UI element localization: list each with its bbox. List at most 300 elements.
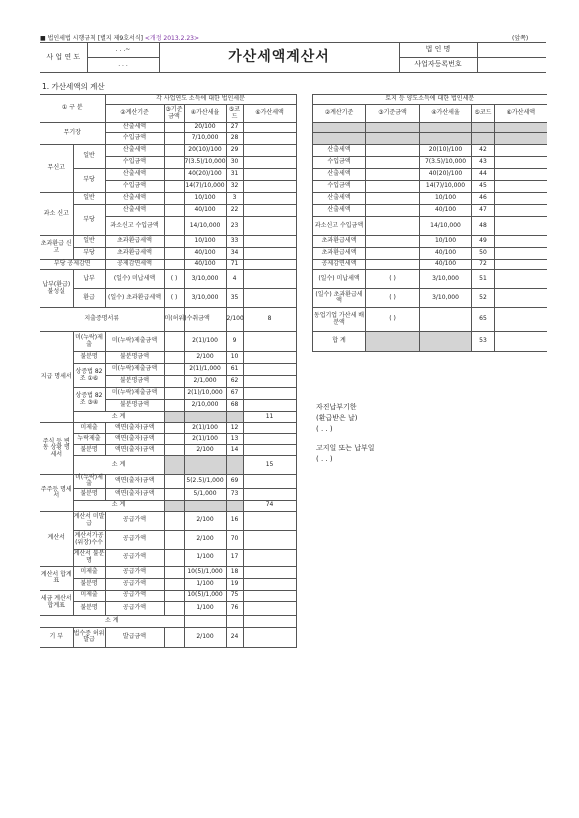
subcategory-cell: 불분명 <box>73 445 105 456</box>
penalty-amount-cell[interactable] <box>495 332 547 352</box>
rate-cell <box>226 412 243 423</box>
basis-cell <box>164 456 184 475</box>
code-cell: 4 <box>226 270 243 289</box>
r-col-header-code: ⑤코드 <box>472 105 495 123</box>
table-row <box>313 236 547 248</box>
table-row <box>313 270 547 289</box>
penalty-amount-cell[interactable] <box>243 445 296 456</box>
basis-cell: 불분명금액 <box>105 352 164 364</box>
subcategory-cell: 누락제출 <box>73 434 105 445</box>
table-row <box>313 217 547 236</box>
gray-cell <box>313 123 366 133</box>
base-amount-cell[interactable]: ( ) <box>366 308 420 332</box>
basis-cell: 수입금액 <box>313 157 366 169</box>
basis-cell: 산출세액 <box>313 205 366 217</box>
base-amount-cell[interactable] <box>164 400 184 412</box>
base-amount-cell[interactable] <box>164 248 184 260</box>
penalty-amount-cell[interactable] <box>243 601 296 615</box>
code-cell: 53 <box>472 332 495 352</box>
code-cell: 33 <box>226 236 243 248</box>
table-row <box>313 248 547 260</box>
table-row <box>40 488 296 500</box>
subcategory-cell: 소 계 <box>73 500 164 511</box>
r-col-header-penalty: ⑥가산세액 <box>495 105 547 123</box>
penalty-amount-cell[interactable] <box>243 488 296 500</box>
base-amount-cell <box>366 332 420 352</box>
penalty-amount-cell[interactable] <box>243 193 296 205</box>
table-row <box>313 123 547 133</box>
base-amount-cell[interactable] <box>164 511 184 530</box>
rate-cell: 10/100 <box>184 236 226 248</box>
note1-sub: (환급받은 날) <box>316 414 358 422</box>
rate-cell <box>420 332 472 352</box>
penalty-amount-cell[interactable] <box>243 270 296 289</box>
base-amount-cell[interactable] <box>164 601 184 615</box>
base-amount-cell[interactable] <box>366 169 420 181</box>
basis-cell: 산출세액 <box>105 145 164 157</box>
table-row <box>40 236 296 248</box>
base-amount-cell[interactable]: ( ) <box>164 270 184 289</box>
note1-date[interactable]: ( . . ) <box>316 425 333 433</box>
subcategory-cell: 계산서 미발급 <box>73 511 105 530</box>
penalty-amount-cell[interactable] <box>243 145 296 157</box>
rate-cell: 40/100 <box>184 260 226 270</box>
table-row <box>40 388 296 400</box>
header-table <box>40 42 546 73</box>
rate-cell: 2(1)/1,000 <box>184 364 226 376</box>
penalty-amount-cell[interactable] <box>243 475 296 489</box>
category-cell: 기 부 <box>40 627 73 647</box>
base-amount-cell[interactable] <box>366 145 420 157</box>
base-amount-cell[interactable] <box>164 549 184 566</box>
biz-no-label: 사업자등록번호 <box>399 58 477 73</box>
rate-cell: 5/1,000 <box>184 488 226 500</box>
table-row <box>40 566 296 578</box>
rate-cell: 40/100 <box>420 260 472 270</box>
code-cell: 71 <box>226 260 243 270</box>
table-row <box>313 181 547 193</box>
rate-cell: 2/100 <box>184 627 226 647</box>
col-header-base-amount: ③기준금액 <box>164 105 184 123</box>
basis-cell: (일수) 초과환급세액 <box>105 289 164 308</box>
basis-cell: 산출세액 <box>313 169 366 181</box>
code-cell: 44 <box>472 169 495 181</box>
base-amount-cell[interactable] <box>164 236 184 248</box>
penalty-amount-cell[interactable] <box>243 376 296 388</box>
table-row <box>40 511 296 530</box>
code-cell: 11 <box>243 412 296 423</box>
section-title: 1. 가산세액의 계산 <box>42 82 105 91</box>
penalty-amount-cell[interactable] <box>243 511 296 530</box>
subcategory-cell: 일반 <box>73 236 105 248</box>
penalty-amount-cell[interactable] <box>495 169 547 181</box>
rate-cell: 2/1,000 <box>184 376 226 388</box>
penalty-amount-cell[interactable] <box>243 434 296 445</box>
code-cell: 19 <box>226 578 243 590</box>
penalty-amount-cell[interactable] <box>243 627 296 647</box>
rate-cell: 3/10,000 <box>184 270 226 289</box>
base-amount-cell[interactable] <box>366 193 420 205</box>
subcategory-cell: 상증법 82조 ①⑥ <box>73 364 105 388</box>
base-amount-cell[interactable] <box>366 248 420 260</box>
code-cell: 75 <box>226 590 243 601</box>
penalty-amount-cell[interactable] <box>243 332 296 352</box>
penalty-amount-cell[interactable] <box>243 388 296 400</box>
code-cell: 13 <box>226 434 243 445</box>
base-amount-cell[interactable] <box>164 475 184 489</box>
basis-cell: 액면(출자)금액 <box>105 488 164 500</box>
penalty-amount-cell[interactable] <box>243 590 296 601</box>
penalty-amount-cell[interactable] <box>243 181 296 193</box>
basis-cell: 산출세액 <box>105 193 164 205</box>
table-row <box>40 270 296 289</box>
penalty-amount-cell[interactable] <box>243 169 296 181</box>
code-cell: 31 <box>226 169 243 181</box>
basis-cell: 수입금액 <box>105 157 164 169</box>
rate-cell: 40(20)/100 <box>184 169 226 181</box>
subcategory-cell: 일반 <box>73 193 105 205</box>
base-amount-cell[interactable] <box>366 217 420 236</box>
basis-cell: 공급가액 <box>105 590 164 601</box>
subcategory-cell: 미제출 <box>73 566 105 578</box>
basis-cell: 수입금액 <box>313 181 366 193</box>
rate-cell: 20(10)/100 <box>184 145 226 157</box>
left-group-header: 각 사업연도 소득에 대한 법인세분 <box>105 95 296 105</box>
subcategory-cell: 불분명 <box>73 352 105 364</box>
base-amount-cell[interactable] <box>164 434 184 445</box>
rate-cell: 20(10)/100 <box>420 145 472 157</box>
rate-cell: 2(1)/100 <box>184 332 226 352</box>
rate-cell: 40/100 <box>184 248 226 260</box>
code-cell: 29 <box>226 145 243 157</box>
table-row <box>40 193 296 205</box>
rate-cell: 14/10,000 <box>420 217 472 236</box>
table-row <box>40 578 296 590</box>
code-cell: 8 <box>243 308 296 332</box>
penalty-amount-cell[interactable] <box>243 205 296 217</box>
subcategory-cell: 소 계 <box>73 456 164 475</box>
basis-cell: 초과환급세액 <box>105 248 164 260</box>
basis-cell: 공급가액 <box>105 530 164 549</box>
table-row <box>40 205 296 217</box>
subcategory-cell: 불분명 <box>73 578 105 590</box>
code-cell: 46 <box>472 193 495 205</box>
base-amount-cell[interactable] <box>164 376 184 388</box>
penalty-amount-cell[interactable] <box>495 193 547 205</box>
code-cell: 51 <box>472 270 495 289</box>
basis-cell: 미(누락)제출금액 <box>105 364 164 376</box>
basis-cell: 미(누락)제출금액 <box>105 388 164 400</box>
base-amount-cell[interactable] <box>226 615 243 627</box>
code-cell: 35 <box>226 289 243 308</box>
code-cell: 62 <box>226 376 243 388</box>
rate-cell <box>226 456 243 475</box>
period-from[interactable]: . . .~ <box>87 43 159 58</box>
note2-date[interactable]: ( . . ) <box>316 455 333 463</box>
table-row <box>313 332 547 352</box>
penalty-amount-cell[interactable] <box>243 248 296 260</box>
subcategory-cell: 미(누락)제출 <box>73 332 105 352</box>
penalty-amount-cell[interactable] <box>243 530 296 549</box>
code-cell: 72 <box>472 260 495 270</box>
code-cell: 42 <box>472 145 495 157</box>
base-amount-cell[interactable] <box>164 133 184 145</box>
penalty-amount-cell[interactable] <box>495 270 547 289</box>
category-cell: 초과환급 신고 <box>40 236 73 260</box>
penalty-amount-cell[interactable] <box>495 217 547 236</box>
base-amount-cell[interactable] <box>164 530 184 549</box>
table-row <box>313 260 547 270</box>
table-row <box>40 615 296 627</box>
penalty-amount-cell[interactable] <box>495 157 547 169</box>
subcategory-cell: 불분명 <box>73 601 105 615</box>
code-cell: 70 <box>226 530 243 549</box>
rate-cell: 7(3.5)/10,000 <box>420 157 472 169</box>
penalty-amount-cell[interactable] <box>243 123 296 133</box>
penalty-amount-cell[interactable] <box>243 260 296 270</box>
category-cell: 과소 신고 <box>40 193 73 236</box>
col-header-code: ⑤코드 <box>226 105 243 123</box>
penalty-amount-cell[interactable] <box>243 549 296 566</box>
table-row <box>40 601 296 615</box>
rate-cell: 14(7)/10,000 <box>184 181 226 193</box>
penalty-amount-cell[interactable] <box>243 400 296 412</box>
base-amount-cell[interactable] <box>164 260 184 270</box>
basis-cell: 산출세액 <box>105 169 164 181</box>
base-amount-cell[interactable] <box>164 169 184 181</box>
penalty-amount-cell[interactable] <box>495 260 547 270</box>
rate-cell: 1/100 <box>184 549 226 566</box>
code-cell: 24 <box>226 627 243 647</box>
base-amount-cell[interactable] <box>164 423 184 434</box>
penalty-amount-cell[interactable] <box>495 236 547 248</box>
penalty-amount-cell[interactable] <box>243 423 296 434</box>
base-amount-cell[interactable]: ( ) <box>366 289 420 308</box>
code-cell: 68 <box>226 400 243 412</box>
subcategory-cell: 계산서가공 (위장)수수 <box>73 530 105 549</box>
base-amount-cell[interactable] <box>164 566 184 578</box>
category-cell: 세금 계산서 합계표 <box>40 590 73 615</box>
base-amount-cell[interactable] <box>164 445 184 456</box>
gray-cell <box>366 123 420 133</box>
code-cell: 30 <box>226 157 243 169</box>
base-amount-cell[interactable] <box>366 236 420 248</box>
table-row <box>313 133 547 145</box>
base-amount-cell[interactable] <box>164 578 184 590</box>
basis-cell: 불분명금액 <box>105 376 164 388</box>
col-header-category: ① 구 분 <box>40 95 105 123</box>
r-col-header-basis: ②계산기준 <box>313 105 366 123</box>
basis-cell: 미(허위)수취금액 <box>164 308 184 332</box>
base-amount-cell[interactable] <box>366 260 420 270</box>
category-cell: 소 계 <box>40 615 184 627</box>
rate-cell: 5(2.5)/1,000 <box>184 475 226 489</box>
subcategory-cell: 계산서 불분명 <box>73 549 105 566</box>
rate-cell: 14(7)/10,000 <box>420 181 472 193</box>
code-cell: 14 <box>226 445 243 456</box>
period-label: 사 업 연 도 <box>40 43 87 73</box>
penalty-amount-cell[interactable] <box>495 181 547 193</box>
basis-cell: 공제감면세액 <box>313 260 366 270</box>
subcategory-cell: 부당 <box>73 169 105 193</box>
rate-cell: 10/100 <box>420 236 472 248</box>
rate-cell: 2/100 <box>184 530 226 549</box>
rate-cell: 3/10,000 <box>420 270 472 289</box>
corp-name-value[interactable] <box>477 43 546 58</box>
penalty-amount-cell[interactable] <box>243 289 296 308</box>
base-amount-cell[interactable] <box>164 123 184 133</box>
table-row <box>40 289 296 308</box>
gray-cell <box>366 133 420 145</box>
base-amount-cell[interactable] <box>164 332 184 352</box>
penalty-amount-cell[interactable] <box>495 248 547 260</box>
penalty-amount-cell[interactable] <box>495 205 547 217</box>
base-amount-cell[interactable] <box>164 627 184 647</box>
code-cell: 52 <box>472 289 495 308</box>
base-amount-cell[interactable]: ( ) <box>366 270 420 289</box>
rate-cell <box>420 308 472 332</box>
rate-cell: 2/10,000 <box>184 400 226 412</box>
code-cell: 3 <box>226 193 243 205</box>
r-col-header-base-amount: ③기준금액 <box>366 105 420 123</box>
penalty-amount-cell[interactable] <box>495 145 547 157</box>
category-cell: 무기장 <box>40 123 105 145</box>
base-amount-cell[interactable] <box>164 352 184 364</box>
deadline-notes <box>316 402 375 465</box>
code-cell: 73 <box>226 488 243 500</box>
base-amount-cell[interactable] <box>164 388 184 400</box>
code-cell: 23 <box>226 217 243 236</box>
table-row <box>313 308 547 332</box>
table-row <box>313 289 547 308</box>
table-row <box>40 123 296 133</box>
basis-cell: 과소신고 수입금액 <box>313 217 366 236</box>
table-row <box>40 456 296 475</box>
basis-cell: 불분명금액 <box>105 400 164 412</box>
basis-cell: 초과환급세액 <box>313 236 366 248</box>
right-group-header: 토지 등 양도소득에 대한 법인세분 <box>313 95 547 105</box>
base-amount-cell[interactable] <box>366 181 420 193</box>
table-row <box>313 145 547 157</box>
rate-cell: 40/100 <box>184 205 226 217</box>
note2-title: 고지일 또는 납부일 <box>316 444 375 452</box>
left-table <box>40 94 297 648</box>
category-cell: 주주등 명세서 <box>40 475 73 512</box>
basis-cell <box>164 412 184 423</box>
code-cell: 50 <box>472 248 495 260</box>
base-amount-cell[interactable] <box>366 157 420 169</box>
penalty-amount-cell[interactable] <box>243 236 296 248</box>
rate-cell: 10/100 <box>184 193 226 205</box>
code-cell: 17 <box>226 549 243 566</box>
rate-cell: 2/100 <box>184 445 226 456</box>
gray-cell <box>420 123 472 133</box>
base-amount-cell[interactable] <box>164 181 184 193</box>
category-cell: 지급 명세서 <box>40 332 73 423</box>
rate-cell: 7(3.5)/10,000 <box>184 157 226 169</box>
subcategory-cell: 미(누락)제출 <box>73 475 105 489</box>
col-header-penalty: ⑥가산세액 <box>243 105 296 123</box>
basis-cell: 수입금액 <box>105 133 164 145</box>
basis-cell: 액면(출자)금액 <box>105 423 164 434</box>
basis-cell: (일수) 초과환급세액 <box>313 289 366 308</box>
basis-cell: 수입금액 <box>105 181 164 193</box>
table-row <box>40 332 296 352</box>
rate-cell: 10(5)/1,000 <box>184 590 226 601</box>
basis-cell: 산출세액 <box>313 193 366 205</box>
code-cell: 32 <box>226 181 243 193</box>
rate-cell: 2(1)/100 <box>184 434 226 445</box>
rate-cell: 2/100 <box>184 352 226 364</box>
table-row <box>40 308 296 332</box>
penalty-amount-cell[interactable] <box>495 289 547 308</box>
table-row <box>40 590 296 601</box>
gray-cell <box>495 123 547 133</box>
base-amount-cell[interactable] <box>164 145 184 157</box>
rate-cell <box>226 500 243 511</box>
base-amount-cell <box>184 456 226 475</box>
base-amount-cell[interactable] <box>164 364 184 376</box>
penalty-amount-cell[interactable] <box>243 352 296 364</box>
base-amount-cell[interactable] <box>164 488 184 500</box>
category-cell: 납부(환급) 불성실 <box>40 270 73 308</box>
code-cell: 10 <box>226 352 243 364</box>
rate-cell: 3/10,000 <box>420 289 472 308</box>
basis-cell: 액면(출자)금액 <box>105 434 164 445</box>
code-cell: 12 <box>226 423 243 434</box>
code-cell: 9 <box>226 332 243 352</box>
penalty-amount-cell[interactable] <box>243 217 296 236</box>
table-row <box>40 475 296 489</box>
rate-cell: 40/100 <box>420 248 472 260</box>
penalty-amount-cell[interactable] <box>495 308 547 332</box>
base-amount-cell[interactable] <box>164 193 184 205</box>
basis-cell: 공제감면세액 <box>105 260 164 270</box>
code-cell: 76 <box>226 601 243 615</box>
penalty-amount-cell[interactable] <box>243 566 296 578</box>
table-row <box>40 352 296 364</box>
base-amount-cell[interactable] <box>164 205 184 217</box>
penalty-amount-cell[interactable] <box>243 578 296 590</box>
penalty-amount-cell[interactable] <box>243 364 296 376</box>
period-to[interactable]: . . . <box>87 58 159 73</box>
subcategory-cell: 상증법 82조 ③④ <box>73 388 105 412</box>
subcategory-cell: 납부 <box>73 270 105 289</box>
penalty-amount-cell[interactable] <box>243 157 296 169</box>
rate-cell: 10/100 <box>420 193 472 205</box>
table-row <box>313 157 547 169</box>
base-amount-cell[interactable] <box>164 217 184 236</box>
col-header-basis: ②계산기준 <box>105 105 164 123</box>
table-row <box>40 412 296 423</box>
amended-date: <개정 2013.2.23> <box>144 35 199 42</box>
basis-cell: 동업기업 가산세 배분액 <box>313 308 366 332</box>
base-amount-cell[interactable] <box>164 590 184 601</box>
table-row <box>40 549 296 566</box>
basis-cell: 공급가액 <box>105 601 164 615</box>
base-amount-cell[interactable] <box>366 205 420 217</box>
basis-cell: (일수) 미납세액 <box>105 270 164 289</box>
penalty-amount-cell[interactable] <box>243 133 296 145</box>
table-row <box>40 530 296 549</box>
base-amount-cell[interactable]: ( ) <box>164 289 184 308</box>
subcategory-cell: 부당 <box>73 248 105 260</box>
gray-cell <box>472 123 495 133</box>
biz-no-value[interactable] <box>477 58 546 73</box>
base-amount-cell[interactable] <box>164 157 184 169</box>
rate-cell: 1/100 <box>184 601 226 615</box>
code-cell: 69 <box>226 475 243 489</box>
